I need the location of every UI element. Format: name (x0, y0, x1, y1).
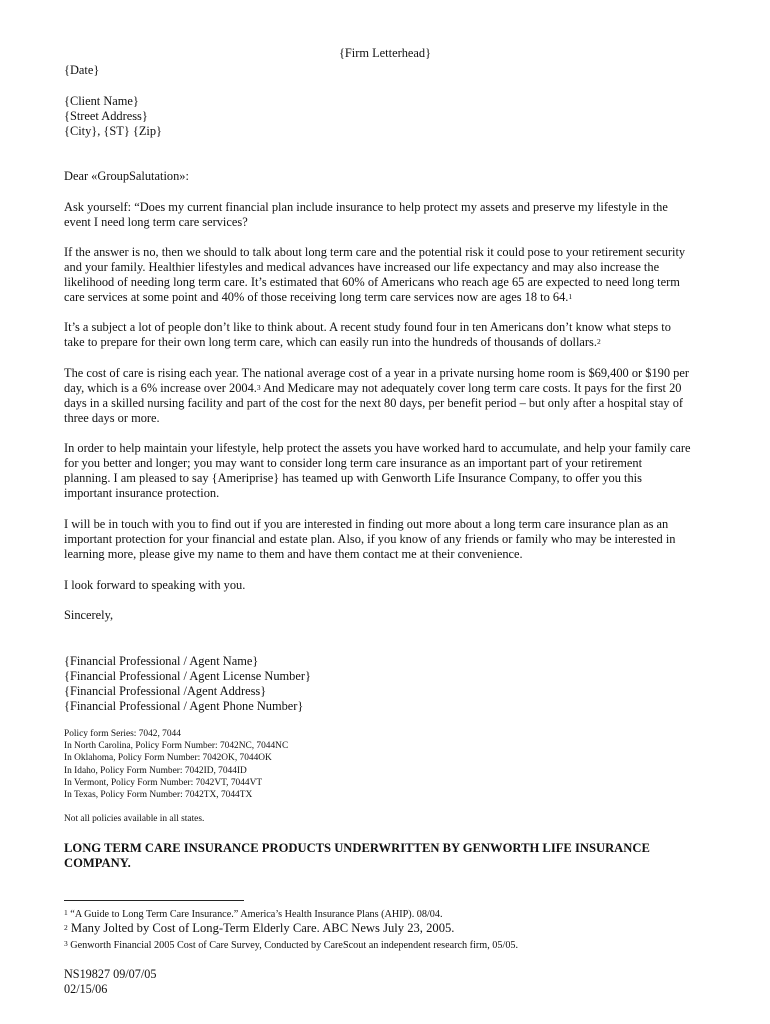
text-line: learning more, please give my name to them and have them contact me at their convenience. (64, 547, 523, 561)
agent-license: {Financial Professional / Agent License Number} (64, 669, 311, 683)
text-line: important protection for your financial and estate plan. Also, if you know of any friends or family who may be interested in (64, 532, 676, 546)
text-line: and your family. Healthier lifestyles and medical advances have increased our life expectancy and may also increase the (64, 260, 660, 274)
footnote-text: “A Guide to Long Term Care Insurance.” America’s Health Insurance Plans (AHIP). 08/04. (67, 909, 443, 920)
policy-form-line: In Vermont, Policy Form Number: 7042VT, 7044VT (64, 777, 263, 788)
policy-form-line: In Idaho, Policy Form Number: 7042ID, 7044ID (64, 765, 247, 776)
text-line: COMPANY. (64, 856, 131, 870)
footnote-1 (64, 908, 443, 921)
date-field: {Date} (64, 63, 100, 77)
text-segment: day, which is a 6% increase over 2004. (64, 381, 257, 395)
policy-form-line: In Oklahoma, Policy Form Number: 7042OK, 7044OK (64, 753, 272, 764)
text-line (64, 335, 712, 350)
client-name: {Client Name} (64, 94, 139, 108)
salutation: Dear «GroupSalutation»: (64, 169, 189, 183)
footnote-number: 3 (64, 939, 68, 948)
text-line: If the answer is no, then we should to talk about long term care and the potential risk it could pose to your retirement security (64, 245, 686, 259)
text-line: LONG TERM CARE INSURANCE PRODUCTS UNDERWRITTEN BY GENWORTH LIFE INSURANCE (64, 841, 650, 855)
agent-phone: {Financial Professional / Agent Phone Number} (64, 699, 304, 713)
agent-signature-block (64, 654, 712, 714)
footnote-ref: 3 (256, 383, 261, 392)
footnote-ref: 1 (568, 292, 573, 301)
paragraph-long-term-care-risk (64, 245, 712, 305)
text-line: likelihood of needing long term care. It’s estimated that 60% of Americans who reach age 65 are expected to need long term (64, 275, 680, 289)
footnote-number: 1 (64, 908, 68, 917)
text-line: event I need long term care services? (64, 215, 248, 229)
text-line: In order to help maintain your lifestyle, help protect the assets you have worked hard to accumulate, and help your family care (64, 441, 691, 455)
agent-address: {Financial Professional /Agent Address} (64, 684, 267, 698)
paragraph-in-touch (64, 517, 712, 562)
footnote-3 (64, 939, 518, 952)
policy-form-line: In North Carolina, Policy Form Number: 7042NC, 7044NC (64, 741, 289, 752)
footnote-divider (64, 900, 244, 901)
text-line: The cost of care is rising each year. The national average cost of a year in a private nursing home room is $69,400 or $190 per (64, 366, 689, 380)
text-line: days in a skilled nursing facility and part of the cost for the next 80 days, per benefit period – but only after a hospital stay of (64, 396, 684, 410)
footnote-ref: 2 (596, 337, 601, 346)
client-address (64, 94, 712, 139)
text-line: three days or more. (64, 411, 160, 425)
text-line: I will be in touch with you to find out if you are interested in finding out more about a long term care insurance plan as an (64, 517, 669, 531)
document-date: 02/15/06 (64, 982, 108, 996)
footnote-2 (64, 922, 454, 935)
closing-sincerely: Sincerely, (64, 608, 114, 622)
paragraph-maintain-lifestyle (64, 441, 712, 501)
footnote-number: 2 (64, 923, 68, 932)
availability-note: Not all policies available in all states. (64, 814, 205, 824)
text-line: for you better and longer; you may want to consider long term care insurance as an important part of your retirement (64, 456, 643, 470)
policy-form-line: In Texas, Policy Form Number: 7042TX, 7044TX (64, 790, 253, 801)
paragraph-cost-of-care (64, 366, 712, 426)
paragraph-ask-yourself (64, 200, 712, 230)
text-line: planning. I am pleased to say {Ameriprise} has teamed up with Genworth Life Insurance Company, to offer you this (64, 471, 642, 485)
footnote-text: Many Jolted by Cost of Long-Term Elderly Care. ABC News July 23, 2005. (67, 921, 455, 935)
text-segment: And Medicare may not adequately cover long term care costs. It pays for the first 20 (260, 381, 682, 395)
footnote-text: Genworth Financial 2005 Cost of Care Survey, Conducted by CareScout an independent research firm, 05/05. (67, 940, 519, 951)
text-line: It’s a subject a lot of people don’t like to think about. A recent study found four in ten Americans don’t know what steps to (64, 320, 671, 334)
closing-look-forward: I look forward to speaking with you. (64, 578, 246, 592)
text-line: Ask yourself: “Does my current financial plan include insurance to help protect my assets and preserve my lifestyle in the (64, 200, 668, 214)
city-state-zip: {City}, {ST} {Zip} (64, 124, 162, 138)
underwriter-statement (64, 841, 650, 871)
text-line: important insurance protection. (64, 486, 220, 500)
text-line (64, 290, 712, 305)
document-code-block (64, 967, 156, 997)
text-segment: take to prepare for their own long term care, which can easily run into the hundreds of thousands of dollars. (64, 335, 597, 349)
agent-name: {Financial Professional / Agent Name} (64, 654, 259, 668)
street-address: {Street Address} (64, 109, 148, 123)
text-line (64, 381, 712, 396)
text-segment: care services at some point and 40% of those receiving long term care services now are ages 18 to 64. (64, 290, 569, 304)
policy-form-list (64, 728, 288, 801)
policy-form-line: Policy form Series: 7042, 7044 (64, 729, 181, 739)
paragraph-subject (64, 320, 712, 350)
firm-letterhead: {Firm Letterhead} (338, 46, 432, 60)
document-code: NS19827 09/07/05 (64, 967, 157, 981)
